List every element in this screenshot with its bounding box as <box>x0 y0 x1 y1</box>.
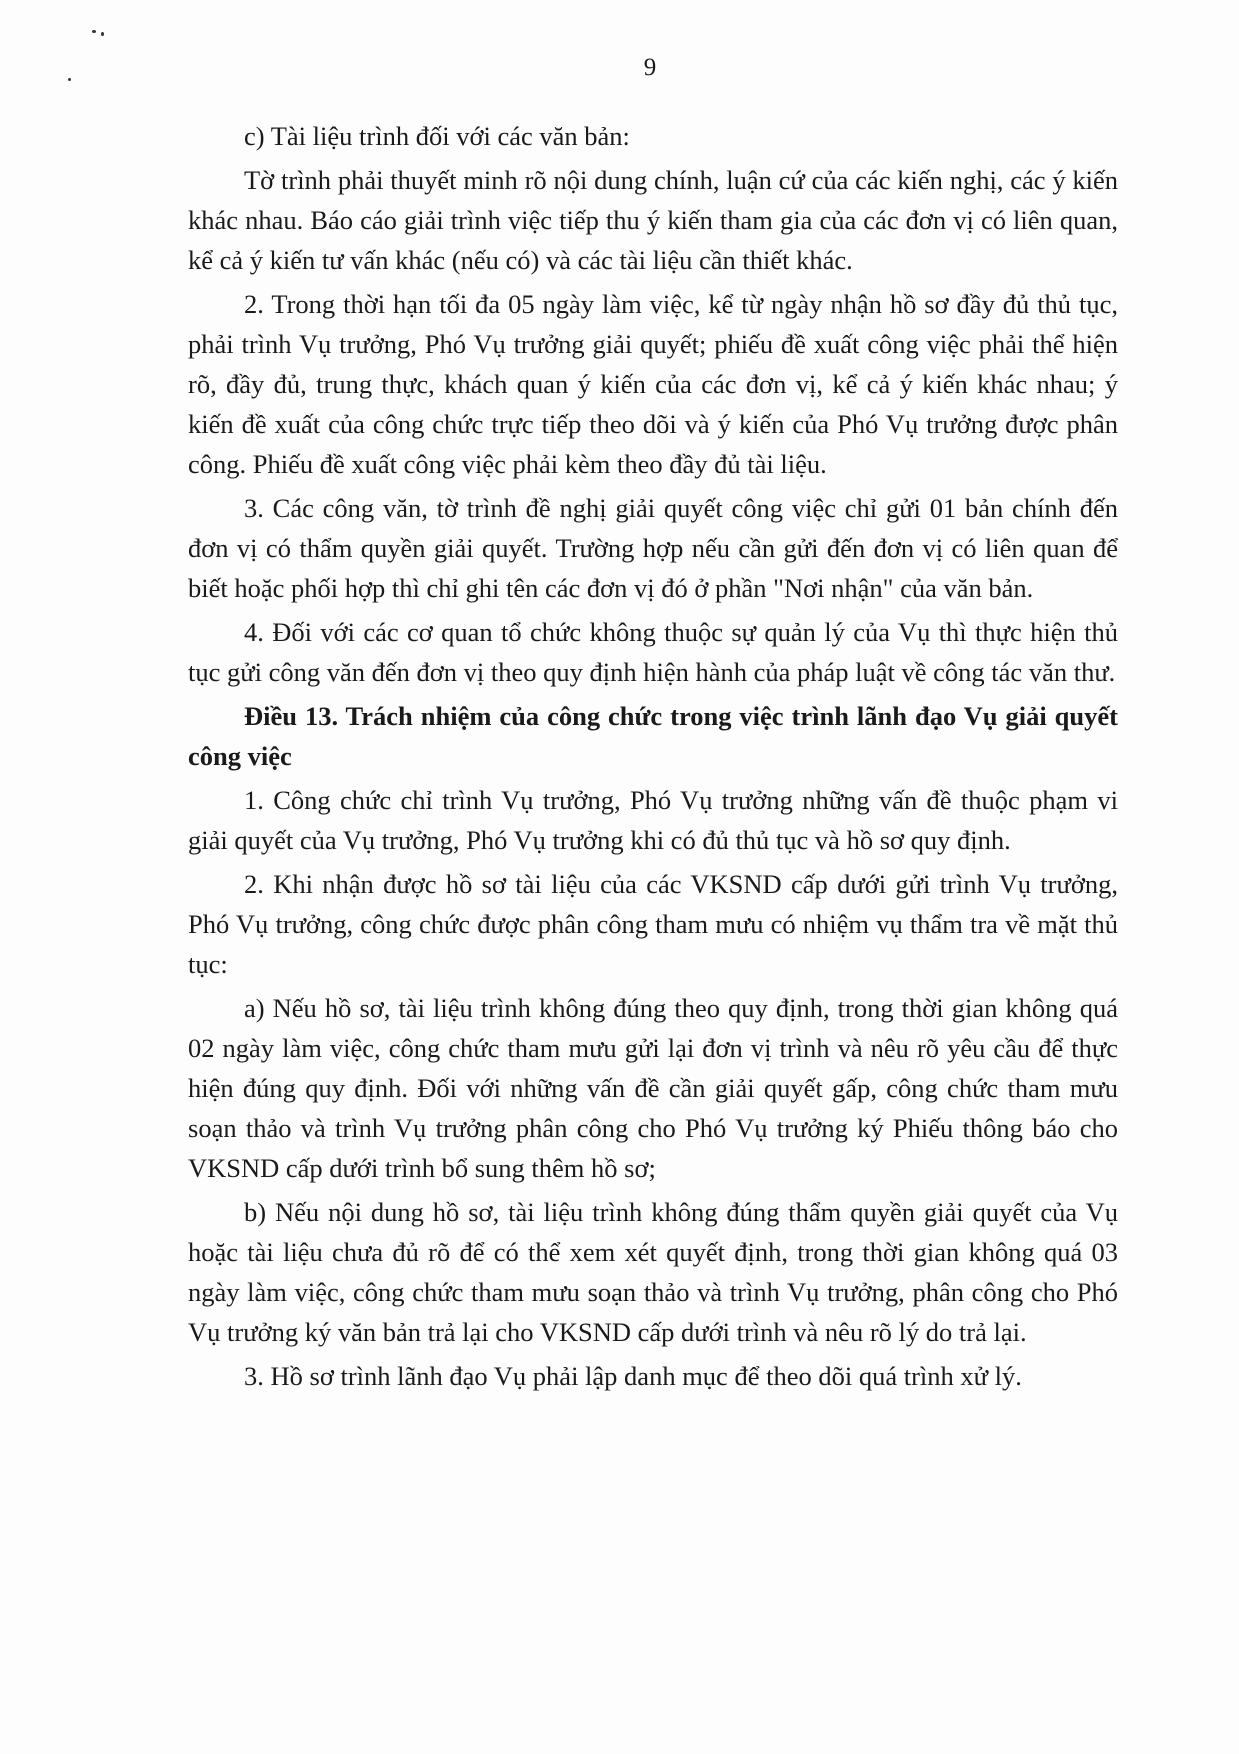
scan-speck <box>101 32 104 36</box>
paragraph-article-13-clause-2a: a) Nếu hồ sơ, tài liệu trình không đúng theo quy định, trong thời gian không quá 02 ngày làm việc, công chức tham mưu gửi lại đơn vị trình và nêu rõ yêu cầu để thực hiện đúng quy định. Đối với những vấn đề cần giải quyết gấp, công chức tham mưu soạn thảo và trình Vụ trưởng phân công cho Phó Vụ trưởng ký Phiếu thông báo cho VKSND cấp dưới trình bổ sung thêm hồ sơ; <box>188 993 1118 1183</box>
paragraph-article-13-clause-2b: b) Nếu nội dung hồ sơ, tài liệu trình không đúng thẩm quyền giải quyết của Vụ hoặc tài liệu chưa đủ rõ để có thể xem xét quyết định, trong thời gian không quá 03 ngày làm việc, công chức tham mưu soạn thảo và trình Vụ trưởng, phân công cho Phó Vụ trưởng ký văn bản trả lại cho VKSND cấp dưới trình và nêu rõ lý do trả lại. <box>188 1197 1118 1347</box>
paragraph-c-documents: c) Tài liệu trình đối với các văn bản: <box>244 121 630 151</box>
paragraph-clause-2: 2. Trong thời hạn tối đa 05 ngày làm việc, kể từ ngày nhận hồ sơ đầy đủ thủ tục, phải trình Vụ trưởng, Phó Vụ trưởng giải quyết; phiếu đề xuất công việc phải thể hiện rõ, đầy đủ, trung thực, khách quan ý kiến của các đơn vị, kể cả ý kiến khác nhau; ý kiến đề xuất của công chức trực tiếp theo dõi và ý kiến của Phó Vụ trưởng được phân công. Phiếu đề xuất công việc phải kèm theo đầy đủ tài liệu. <box>188 289 1118 479</box>
paragraph-submission-explanation: Tờ trình phải thuyết minh rõ nội dung chính, luận cứ của các kiến nghị, các ý kiến khác nhau. Báo cáo giải trình việc tiếp thu ý kiến tham gia của các đơn vị có liên quan, kể cả ý kiến tư vấn khác (nếu có) và các tài liệu cần thiết khác. <box>188 165 1118 275</box>
page-number: 9 <box>643 54 657 81</box>
paragraph-article-13-clause-3: 3. Hồ sơ trình lãnh đạo Vụ phải lập danh mục để theo dõi quá trình xử lý. <box>244 1361 1022 1391</box>
paragraph-article-13-clause-2: 2. Khi nhận được hồ sơ tài liệu của các VKSND cấp dưới gửi trình Vụ trưởng, Phó Vụ trưởng, công chức được phân công tham mưu có nhiệm vụ thẩm tra về mặt thủ tục: <box>188 869 1118 979</box>
article-13-heading: Điều 13. Trách nhiệm của công chức trong việc trình lãnh đạo Vụ giải quyết công việc <box>188 701 1118 771</box>
paragraph-clause-3: 3. Các công văn, tờ trình đề nghị giải quyết công việc chỉ gửi 01 bản chính đến đơn vị có thẩm quyền giải quyết. Trường hợp nếu cần gửi đến đơn vị có liên quan để biết hoặc phối hợp thì chỉ ghi tên các đơn vị đó ở phần "Nơi nhận" của văn bản. <box>188 493 1118 603</box>
scan-speck <box>92 30 96 33</box>
paragraph-article-13-clause-1: 1. Công chức chỉ trình Vụ trưởng, Phó Vụ trưởng những vấn đề thuộc phạm vi giải quyết của Vụ trưởng, Phó Vụ trưởng khi có đủ thủ tục và hồ sơ quy định. <box>188 785 1118 855</box>
document-body <box>188 116 1118 1400</box>
paragraph-clause-4: 4. Đối với các cơ quan tổ chức không thuộc sự quản lý của Vụ thì thực hiện thủ tục gửi công văn đến đơn vị theo quy định hiện hành của pháp luật về công tác văn thư. <box>188 617 1118 687</box>
